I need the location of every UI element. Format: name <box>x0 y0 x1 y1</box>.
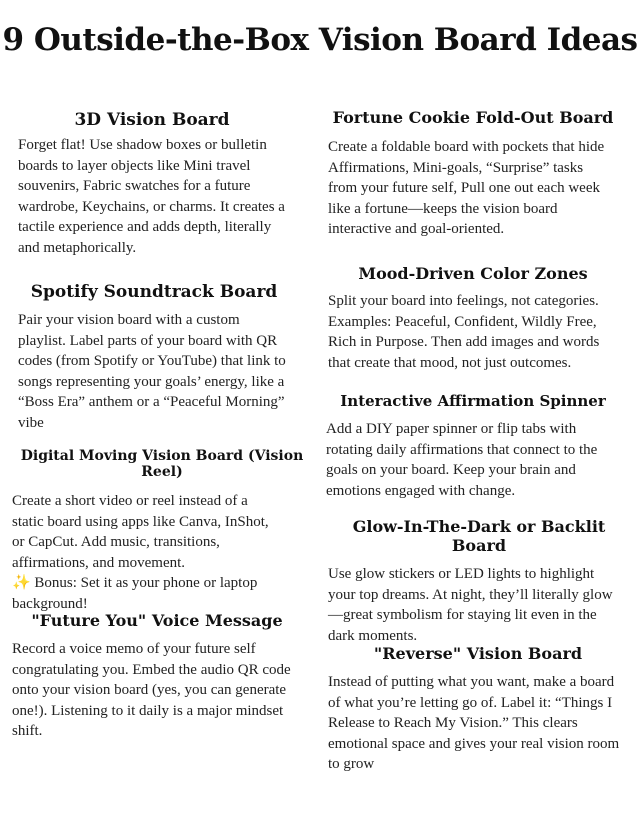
section-body: Create a short video or reel instead of a static board using apps like Canva, InShot, or CapCut. Add music, transitions, affirmations, and movement. <box>12 493 269 571</box>
section-heading: Digital Moving Vision Board (Vision Reel) <box>20 448 304 480</box>
section-heading: "Reverse" Vision Board <box>373 644 583 663</box>
section-spotify-soundtrack-board <box>18 282 290 434</box>
section-body: Add a DIY paper spinner or flip tabs with rotating daily affirmations that connect to the goals on your board. Keep your brain and emotions engaged with change. <box>326 421 598 499</box>
section-reverse-vision-board <box>328 644 628 775</box>
section-glow-in-the-dark-board <box>328 517 630 646</box>
section-fortune-cookie-board <box>328 108 618 240</box>
section-heading: 3D Vision Board <box>74 110 230 130</box>
section-body: Instead of putting what you want, make a board of what you’re letting go of. Label it: “Things I Release to Reach My Vision.” This clears emotional space and gives your real vision room to grow <box>328 674 620 773</box>
section-body: Forget flat! Use shadow boxes or bulletin boards to layer objects like Mini travel souvenirs, Fabric swatches for a future wardrobe, Keychains, or charms. It creates a tactile experience and adds depth, literally and metaphorically. <box>18 137 285 256</box>
section-body: Record a voice memo of your future self congratulating you. Embed the audio QR code onto your vision board (yes, you can generate one!). Listening to it daily is a major mindset shift. <box>12 641 291 740</box>
section-heading: Fortune Cookie Fold-Out Board <box>332 108 614 127</box>
section-3d-vision-board <box>18 110 286 259</box>
page-title: 9 Outside-the-Box Vision Board Ideas <box>2 22 638 58</box>
section-bonus: ✨ Bonus: Set it as your phone or laptop background! <box>12 575 258 612</box>
section-body: Split your board into feelings, not categories. Examples: Peaceful, Confident, Wildly Free, Rich in Purpose. Then add images and words that create that mood, not just outcomes. <box>328 293 600 371</box>
section-interactive-affirmation-spinner <box>326 392 620 501</box>
section-heading: Mood-Driven Color Zones <box>358 264 588 283</box>
section-body: Use glow stickers or LED lights to highlight your top dreams. At night, they’ll literally glow—great symbolism for staying lit even in the dark moments. <box>328 566 613 644</box>
section-digital-moving-vision-board <box>12 448 312 615</box>
section-mood-driven-color-zones <box>328 264 618 373</box>
section-body: Pair your vision board with a custom playlist. Label parts of your board with QR codes (from Spotify or YouTube) that link to songs representing your goals’ energy, like a “Boss Era” anthem or a “Peaceful Morning” vibe <box>18 312 286 431</box>
section-heading: "Future You" Voice Message <box>31 611 283 630</box>
section-body: Create a foldable board with pockets that hide Affirmations, Mini-goals, “Surprise” tasks from your future self, Pull one out each week like a fortune—keeps the vision board interactive and goal-oriented. <box>328 139 605 238</box>
section-heading: Interactive Affirmation Spinner <box>340 392 606 410</box>
section-heading: Glow-In-The-Dark or Backlit Board <box>352 517 606 555</box>
section-heading: Spotify Soundtrack Board <box>30 282 278 302</box>
section-future-you-voice-message <box>12 611 302 742</box>
